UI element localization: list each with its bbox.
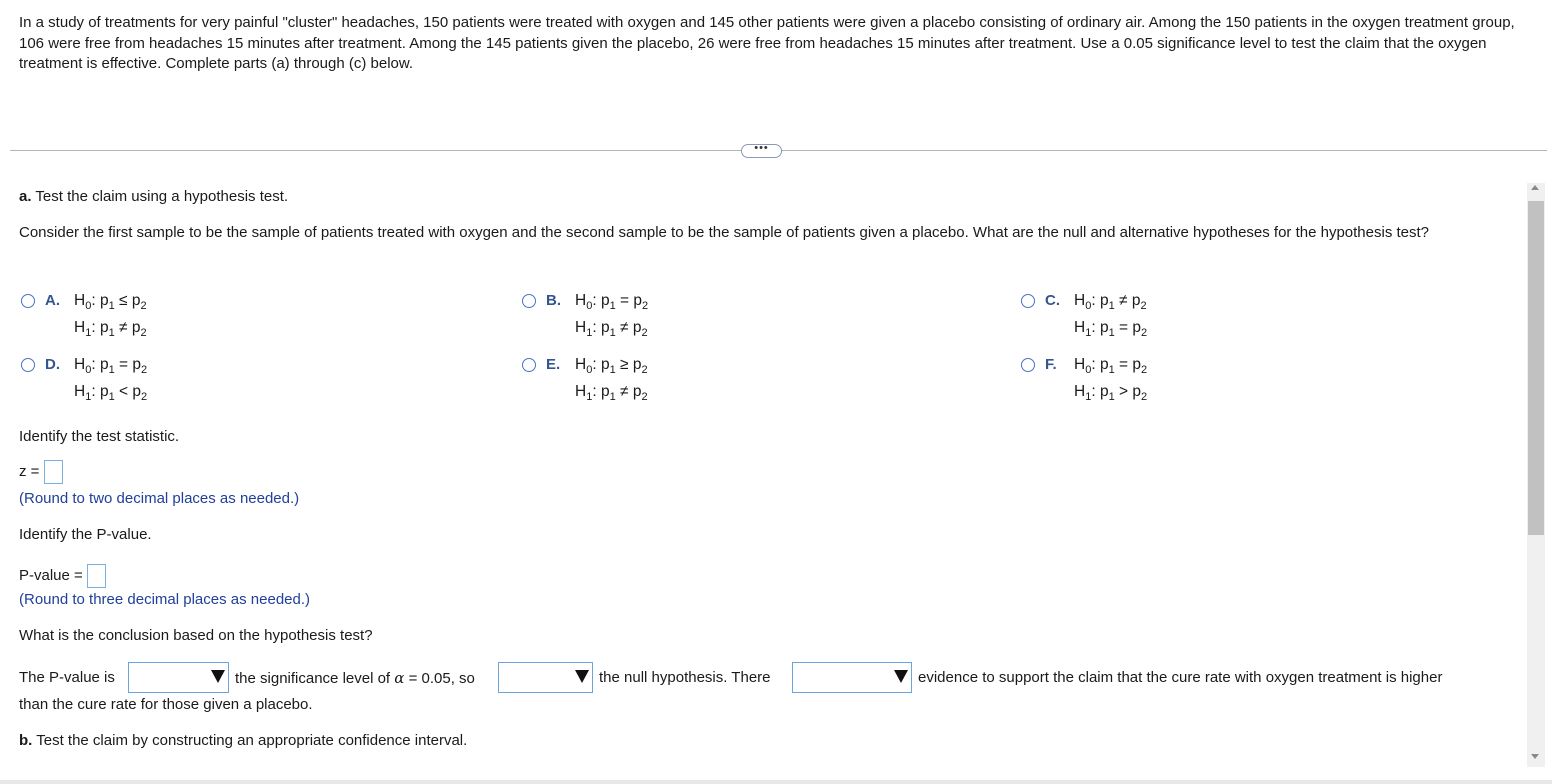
part-a-text: Test the claim using a hypothesis test. [31, 188, 289, 205]
alternative-hypothesis: $H_1$: $p_1 = p_2$ [1074, 319, 1148, 339]
z-input[interactable] [44, 460, 63, 484]
dropdown-arrow-icon [575, 670, 589, 683]
null-hypothesis: $H_0$: $p_1 = p_2$ [1074, 356, 1148, 376]
radio-button[interactable] [522, 358, 536, 372]
alternative-hypothesis: $H_1$: $p_1 > p_2$ [1074, 383, 1148, 403]
option-e[interactable] [522, 356, 822, 416]
option-c[interactable] [1021, 292, 1321, 352]
part-b-text: Test the claim by constructing an appropriate confidence interval. [32, 732, 468, 749]
option-letter: F. [1045, 356, 1057, 373]
alternative-hypothesis: $H_1$: $p_1 \ne p_2$ [575, 383, 648, 403]
pvalue-prompt: Identify the P-value. [19, 526, 152, 543]
conclusion-text-4: evidence to support the claim that the cure rate with oxygen treatment is higher [918, 669, 1443, 686]
pvalue-comparison-dropdown[interactable] [128, 662, 229, 693]
scroll-up-icon[interactable] [1531, 185, 1539, 190]
option-letter: B. [546, 292, 561, 309]
radio-button[interactable] [1021, 294, 1035, 308]
option-f[interactable] [1021, 356, 1321, 416]
part-a-label: a. [19, 188, 32, 205]
part-a-heading [19, 188, 288, 205]
conclusion-prompt: What is the conclusion based on the hypothesis test? [19, 627, 373, 644]
more-button[interactable]: ••• [741, 144, 782, 158]
option-b[interactable] [522, 292, 822, 352]
conclusion-text-1: The P-value is [19, 669, 115, 686]
null-hypothesis: $H_0$: $p_1 = p_2$ [575, 292, 649, 312]
vertical-scrollbar[interactable] [1527, 183, 1545, 767]
option-a[interactable] [21, 292, 321, 352]
pvalue-input[interactable] [87, 564, 106, 588]
dropdown-arrow-icon [211, 670, 225, 683]
alternative-hypothesis: $H_1$: $p_1 < p_2$ [74, 383, 148, 403]
conclusion-text-2: the significance level of α = 0.05, so [235, 669, 475, 687]
pvalue-round-hint: (Round to three decimal places as needed.) [19, 591, 311, 608]
z-round-hint: (Round to two decimal places as needed.) [19, 490, 300, 507]
dropdown-arrow-icon [894, 670, 908, 683]
alternative-hypothesis: $H_1$: $p_1 \ne p_2$ [575, 319, 648, 339]
pvalue-row [19, 564, 106, 588]
null-hypothesis: $H_0$: $p_1 \le p_2$ [74, 292, 147, 312]
z-row [19, 460, 63, 484]
option-letter: C. [1045, 292, 1060, 309]
bottom-edge [0, 780, 1552, 784]
conclusion-text-3: the null hypothesis. There [599, 669, 771, 686]
evidence-dropdown[interactable] [792, 662, 912, 693]
null-hypothesis: $H_0$: $p_1 \ge p_2$ [575, 356, 648, 376]
null-hypothesis: $H_0$: $p_1 = p_2$ [74, 356, 148, 376]
null-hypothesis: $H_0$: $p_1 \ne p_2$ [1074, 292, 1147, 312]
conclusion-text-5: than the cure rate for those given a placebo. [19, 696, 313, 713]
pvalue-label: P-value = [19, 566, 83, 584]
option-d[interactable] [21, 356, 321, 416]
z-label: z = [19, 462, 40, 480]
problem-statement: In a study of treatments for very painful "cluster" headaches, 150 patients were treated with oxygen and 145 other patients were given a placebo consisting of ordinary air. Among the 150 patients in the oxygen treatment group, 106 were free from headaches 15 minutes after treatment. Among the 145 patients given the placebo, 26 were free from headaches 15 minutes after treatment. Use a 0.05 significance level to test the claim that the oxygen treatment is effective. Complete parts (a) through (c) below. [19, 14, 1515, 72]
scrollbar-thumb[interactable] [1528, 201, 1544, 535]
alternative-hypothesis: $H_1$: $p_1 \ne p_2$ [74, 319, 147, 339]
reject-decision-dropdown[interactable] [498, 662, 593, 693]
option-letter: E. [546, 356, 561, 373]
radio-button[interactable] [21, 294, 35, 308]
radio-button[interactable] [21, 358, 35, 372]
radio-button[interactable] [1021, 358, 1035, 372]
hypothesis-instructions: Consider the first sample to be the sample of patients treated with oxygen and the second sample to be the sample of patients given a placebo. What are the null and alternative hypotheses for the hypothesis test? [19, 224, 1430, 241]
part-b-label: b. [19, 732, 33, 749]
option-letter: D. [45, 356, 60, 373]
radio-button[interactable] [522, 294, 536, 308]
part-b-heading [19, 732, 467, 749]
test-statistic-prompt: Identify the test statistic. [19, 428, 180, 445]
scroll-down-icon[interactable] [1531, 754, 1539, 759]
option-letter: A. [45, 292, 60, 309]
